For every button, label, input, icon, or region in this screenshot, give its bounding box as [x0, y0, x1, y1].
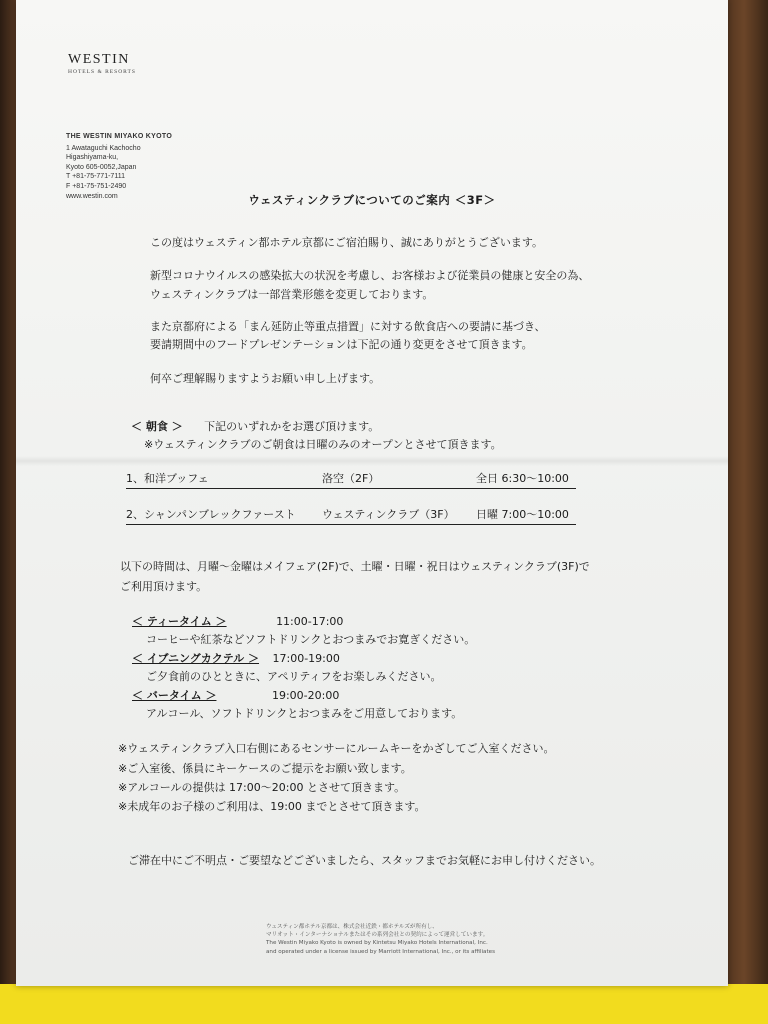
intro-line: また京都府による「まん延防止等重点措置」に対する飲食店への要請に基づき、 [150, 320, 546, 333]
breakfast-option-time: 全日 6:30～10:00 [476, 472, 569, 485]
bar-time-label: ＜ バータイム ＞ [132, 689, 217, 702]
bar-time-hours: 19:00-20:00 [271, 689, 340, 702]
breakfast-heading [131, 418, 379, 434]
website-line: www.westin.com [66, 192, 118, 200]
intro-line: この度はウェスティン都ホテル京都にご宿泊賜り、誠にありがとうございます。 [150, 236, 544, 249]
letter-sheet [16, 0, 728, 986]
address-line: 1 Awataguchi Kachocho [66, 144, 141, 152]
tea-time-hours: 11:00-17:00 [276, 615, 344, 628]
breakfast-label: ＜ 朝食 ＞ [131, 420, 183, 433]
evening-cocktail-heading [132, 650, 340, 666]
breakfast-option-venue: 洛空（2F） [322, 472, 380, 485]
breakfast-heading-note: 下記のいずれかをお選び頂けます。 [204, 420, 380, 433]
closing-message: ご滞在中にご不明点・ご要望などございましたら、スタッフまでお気軽にお申し付けください。 [128, 854, 601, 867]
footer-line: マリオット・インターナショナルまたはその系列会社との契約によって運営しています。 [266, 932, 489, 939]
evening-cocktail-label: ＜ イブニングカクテル ＞ [132, 652, 260, 665]
intro-line: 要請期間中のフードプレゼンテーションは下記の通り変更をさせて頂きます。 [150, 338, 533, 351]
breakfast-option-venue: ウェスティンクラブ（3F） [322, 508, 455, 521]
address-line-hotel: THE WESTIN MIYAKO KYOTO [66, 133, 173, 140]
breakfast-option-time: 日曜 7:00～10:00 [476, 508, 569, 521]
paper-fold [16, 456, 728, 466]
phone-line: T +81-75-771-7111 [66, 173, 125, 181]
brand-name: WESTIN [68, 52, 130, 67]
address-line: Higashiyama-ku, [66, 154, 119, 162]
address-line: Kyoto 605-0052,Japan [66, 163, 137, 171]
note-line: ※ご入室後、係員にキーケースのご提示をお願い致します。 [118, 762, 412, 775]
intro-line: ウェスティンクラブは一部営業形態を変更しております。 [150, 288, 434, 301]
breakfast-note: ※ウェスティンクラブのご朝食は日曜のみのオープンとさせて頂きます。 [144, 438, 502, 451]
breakfast-option-name: 1、和洋ブッフェ [126, 472, 209, 485]
footer-line: and operated under a license issued by Marriott International, Inc., or its affiliates [266, 948, 496, 955]
hotel-address [66, 132, 172, 201]
note-line: ※アルコールの提供は 17:00～20:00 とさせて頂きます。 [118, 781, 406, 794]
yellow-surface [0, 984, 768, 1024]
tea-time-heading [132, 613, 343, 629]
footer-line: ウェスティン都ホテル京都は、株式会社近鉄・都ホテルズが所有し、 [266, 924, 438, 930]
tea-time-desc: コーヒーや紅茶などソフトドリンクとおつまみでお寛ぎください。 [146, 633, 476, 646]
breakfast-option-row [126, 470, 576, 489]
fax-line: F +81-75-751-2490 [66, 182, 127, 190]
intro-line: 何卒ご理解賜りますようお願い申し上げます。 [150, 372, 381, 385]
breakfast-option-row [126, 506, 576, 525]
tea-time-label: ＜ ティータイム ＞ [132, 615, 227, 628]
bar-time-heading [132, 687, 339, 703]
breakfast-option-name: 2、シャンパンブレックファースト [126, 508, 296, 521]
letter-title: ウェスティンクラブについてのご案内 ＜3F＞ [248, 193, 496, 207]
footer-line: The Westin Miyako Kyoto is owned by Kintetsu Miyako Hotels International, Inc. [266, 940, 488, 947]
westin-logo [68, 52, 136, 75]
bar-time-desc: アルコール、ソフトドリンクとおつまみをご用意しております。 [146, 707, 463, 720]
ownership-note [266, 923, 495, 956]
schedule-intro-line: ご利用頂けます。 [120, 580, 208, 593]
note-line: ※未成年のお子様のご利用は、19:00 までとさせて頂きます。 [118, 800, 426, 813]
evening-cocktail-hours: 17:00-19:00 [272, 652, 340, 665]
brand-tagline: HOTELS & RESORTS [68, 69, 136, 75]
note-line: ※ウェスティンクラブ入口右側にあるセンサーにルームキーをかざしてご入室ください。 [118, 742, 555, 755]
intro-line: 新型コロナウイルスの感染拡大の状況を考慮し、お客様および従業員の健康と安全の為、 [150, 269, 590, 282]
evening-cocktail-desc: ご夕食前のひとときに、アペリティフをお楽しみください。 [146, 670, 442, 683]
schedule-intro-line: 以下の時間は、月曜～金曜はメイフェア(2F)で、土曜・日曜・祝日はウェスティンクラブ(3F)で [120, 560, 590, 573]
